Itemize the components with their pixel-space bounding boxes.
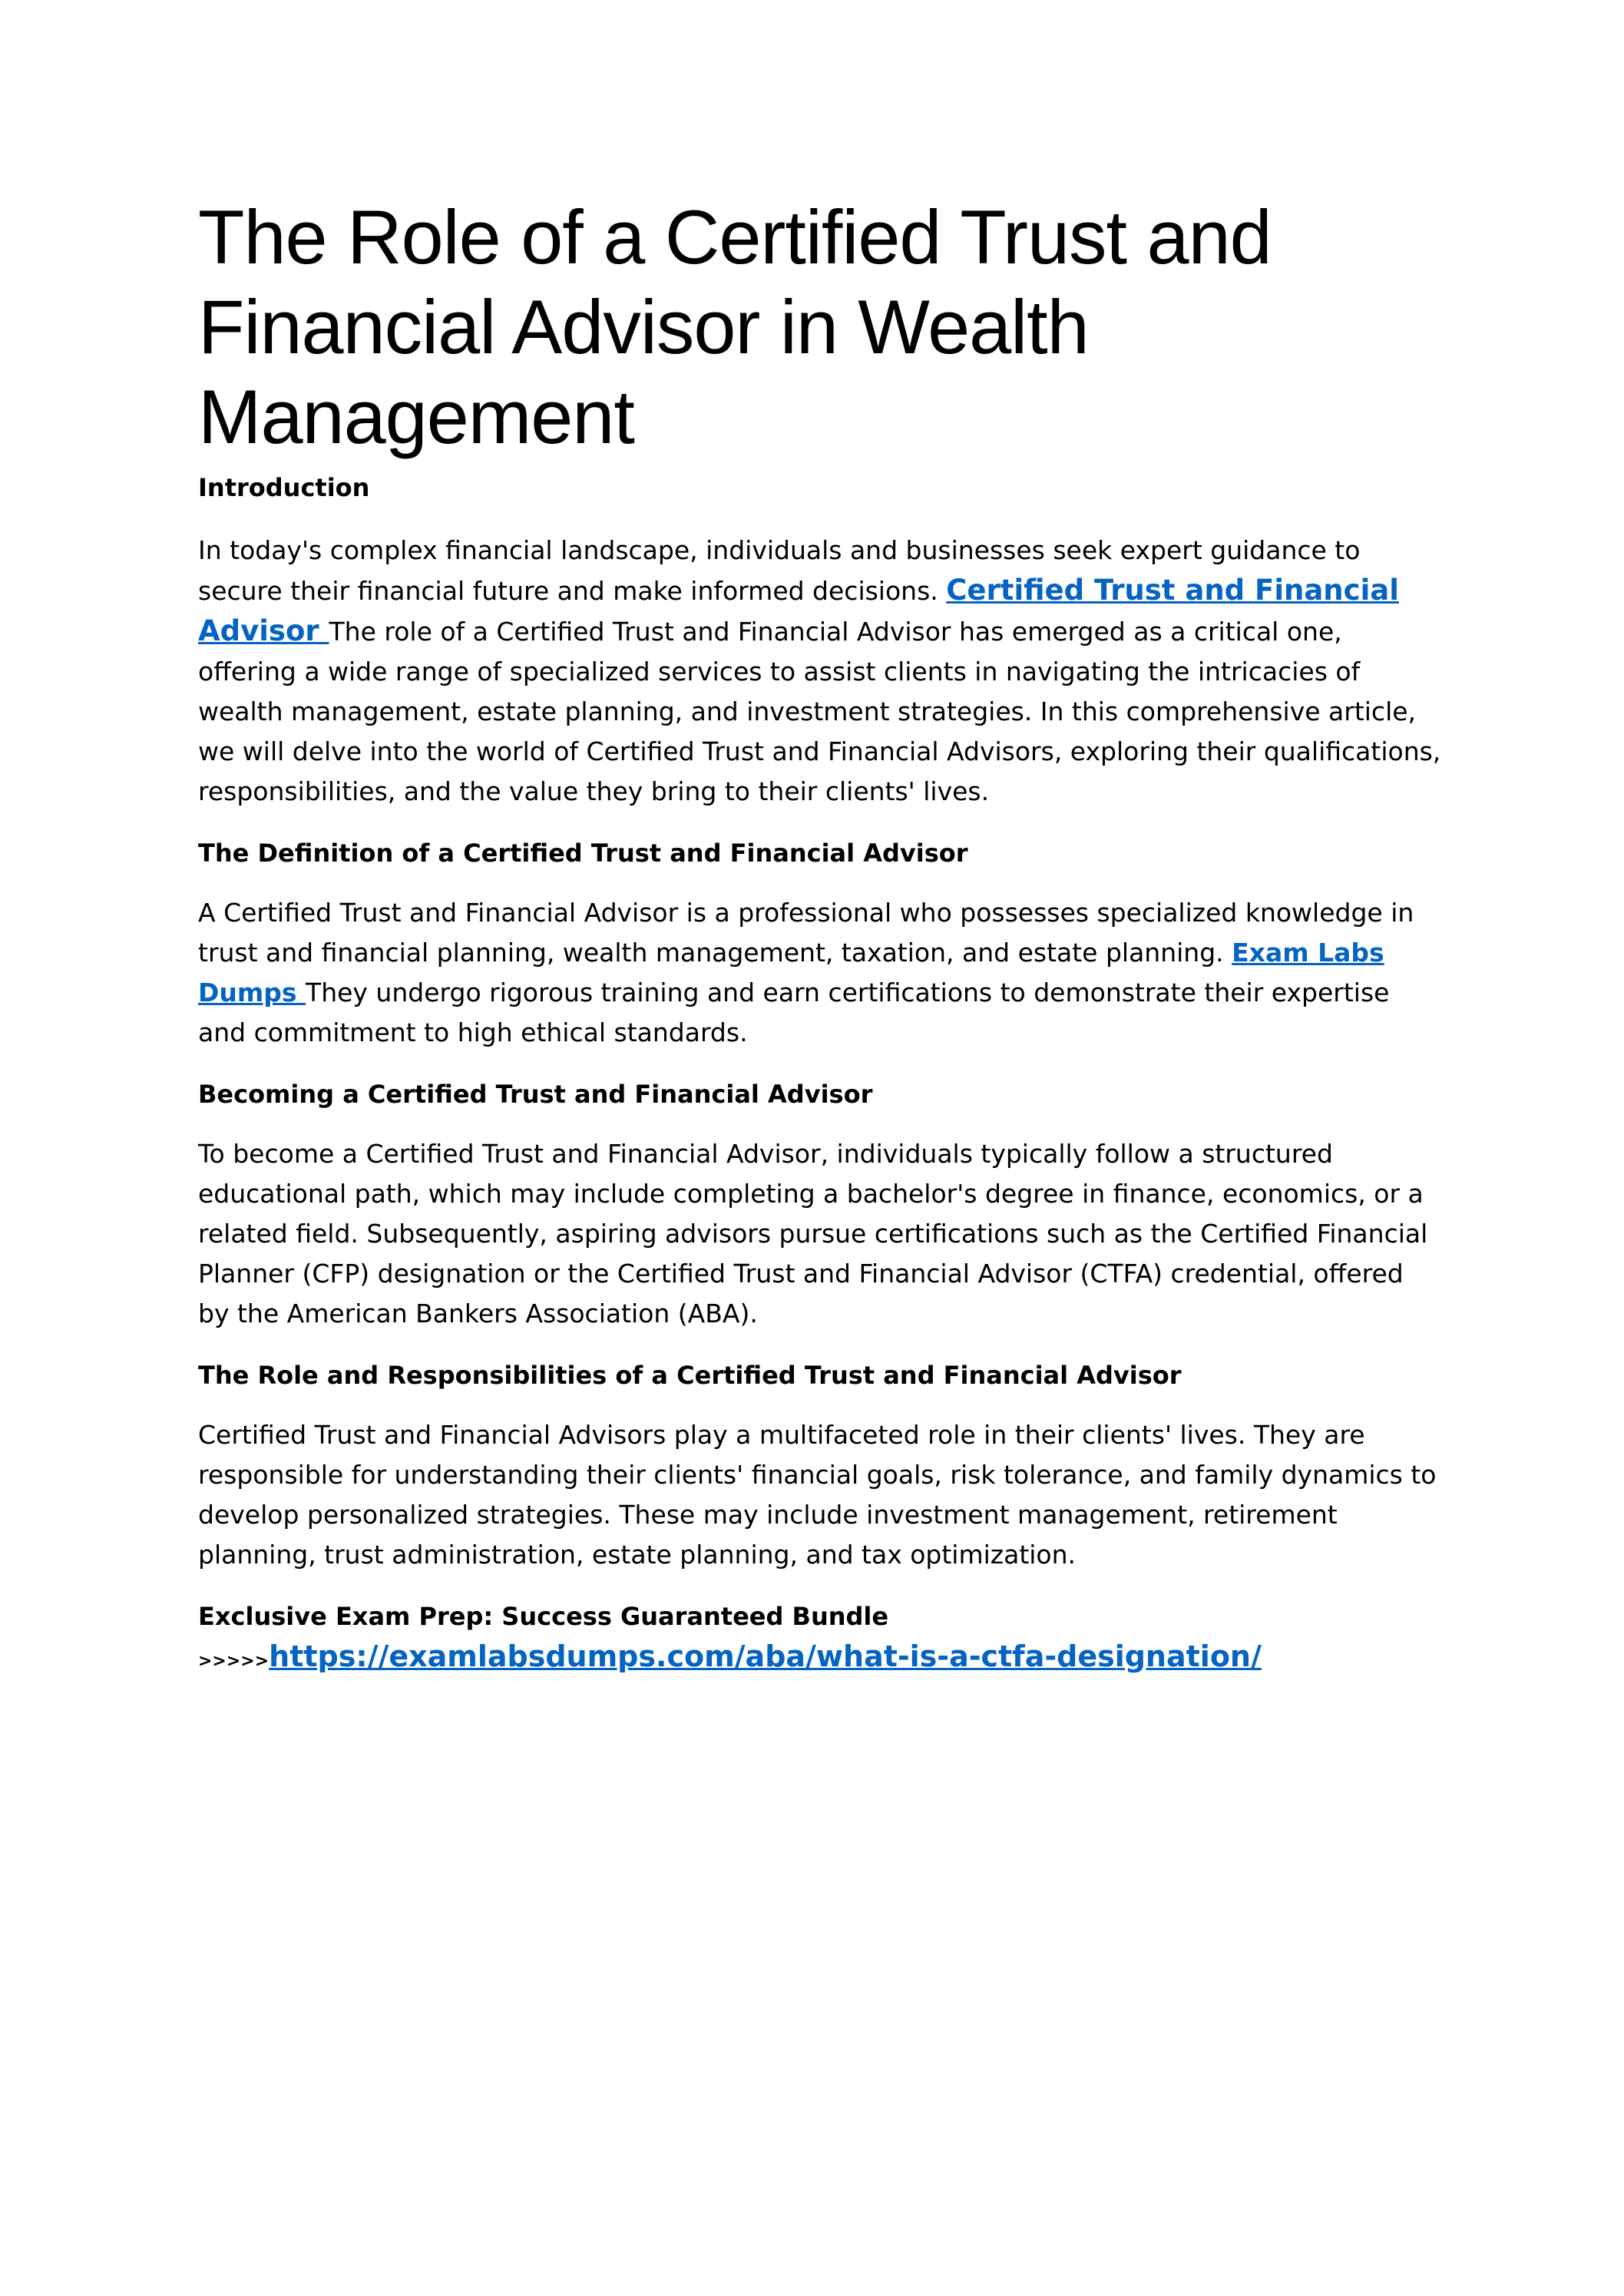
- section-heading-introduction: Introduction: [198, 473, 370, 502]
- paragraph-definition: [198, 893, 1442, 1053]
- intro-text-start: In today's complex financial landscape, individuals and businesses seek expert guidance to secure their financial future and make informed decisions.: [198, 535, 1361, 606]
- definition-text-end: They undergo rigorous training and earn certifications to demonstrate their expertise and commitment to high ethical standards.: [198, 978, 1390, 1047]
- document-page: [198, 192, 1442, 1682]
- section-heading-role: The Role and Responsibilities of a Certified Trust and Financial Advisor: [198, 1361, 1182, 1390]
- paragraph-introduction: [198, 531, 1442, 812]
- paragraph-role: Certified Trust and Financial Advisors play a multifaceted role in their clients' lives. They are responsible for understanding their clients' financial goals, risk tolerance, and family dynamics to develop personalized strategies. These may include investment management, retirement planning, trust administration, estate planning, and tax optimization.: [198, 1420, 1437, 1570]
- intro-text-end: The role of a Certified Trust and Financial Advisor has emerged as a critical one, offering a wide range of specialized services to assist clients in navigating the intricacies of wealth management, estate planning, and investment strategies. In this comprehensive article, we will delve into the world of Certified Trust and Financial Advisors, exploring their qualifications, responsibilities, and the value they bring to their clients' lives.: [198, 617, 1441, 806]
- link-certified-trust-financial-advisor[interactable]: Certified Trust and Financial Advisor: [198, 574, 1399, 647]
- cta-url-link[interactable]: https://examlabsdumps.com/aba/what-is-a-ctfa-designation/: [269, 1639, 1262, 1673]
- section-heading-definition: The Definition of a Certified Trust and Financial Advisor: [198, 839, 968, 868]
- page-title: The Role of a Certified Trust and Financial Advisor in Wealth Management: [198, 194, 1272, 459]
- paragraph-becoming: To become a Certified Trust and Financial Advisor, individuals typically follow a structured educational path, which may include completing a bachelor's degree in finance, economics, or a related field. Subsequently, aspiring advisors pursue certifications such as the Certified Financial Planner (CFP) designation or the Certified Trust and Financial Advisor (CTFA) credential, offered by the American Bankers Association (ABA).: [198, 1139, 1428, 1328]
- cta-arrows: >>>>>: [198, 1652, 270, 1671]
- section-heading-becoming: Becoming a Certified Trust and Financial Advisor: [198, 1080, 873, 1109]
- link-exam-labs-dumps[interactable]: Exam Labs Dumps: [198, 938, 1384, 1007]
- cta-line: [198, 1596, 1442, 1682]
- definition-text-start: A Certified Trust and Financial Advisor is a professional who possesses specialized knowledge in trust and financial planning, wealth management, taxation, and estate planning.: [198, 898, 1414, 968]
- cta-label: Exclusive Exam Prep: Success Guaranteed Bundle: [198, 1602, 889, 1631]
